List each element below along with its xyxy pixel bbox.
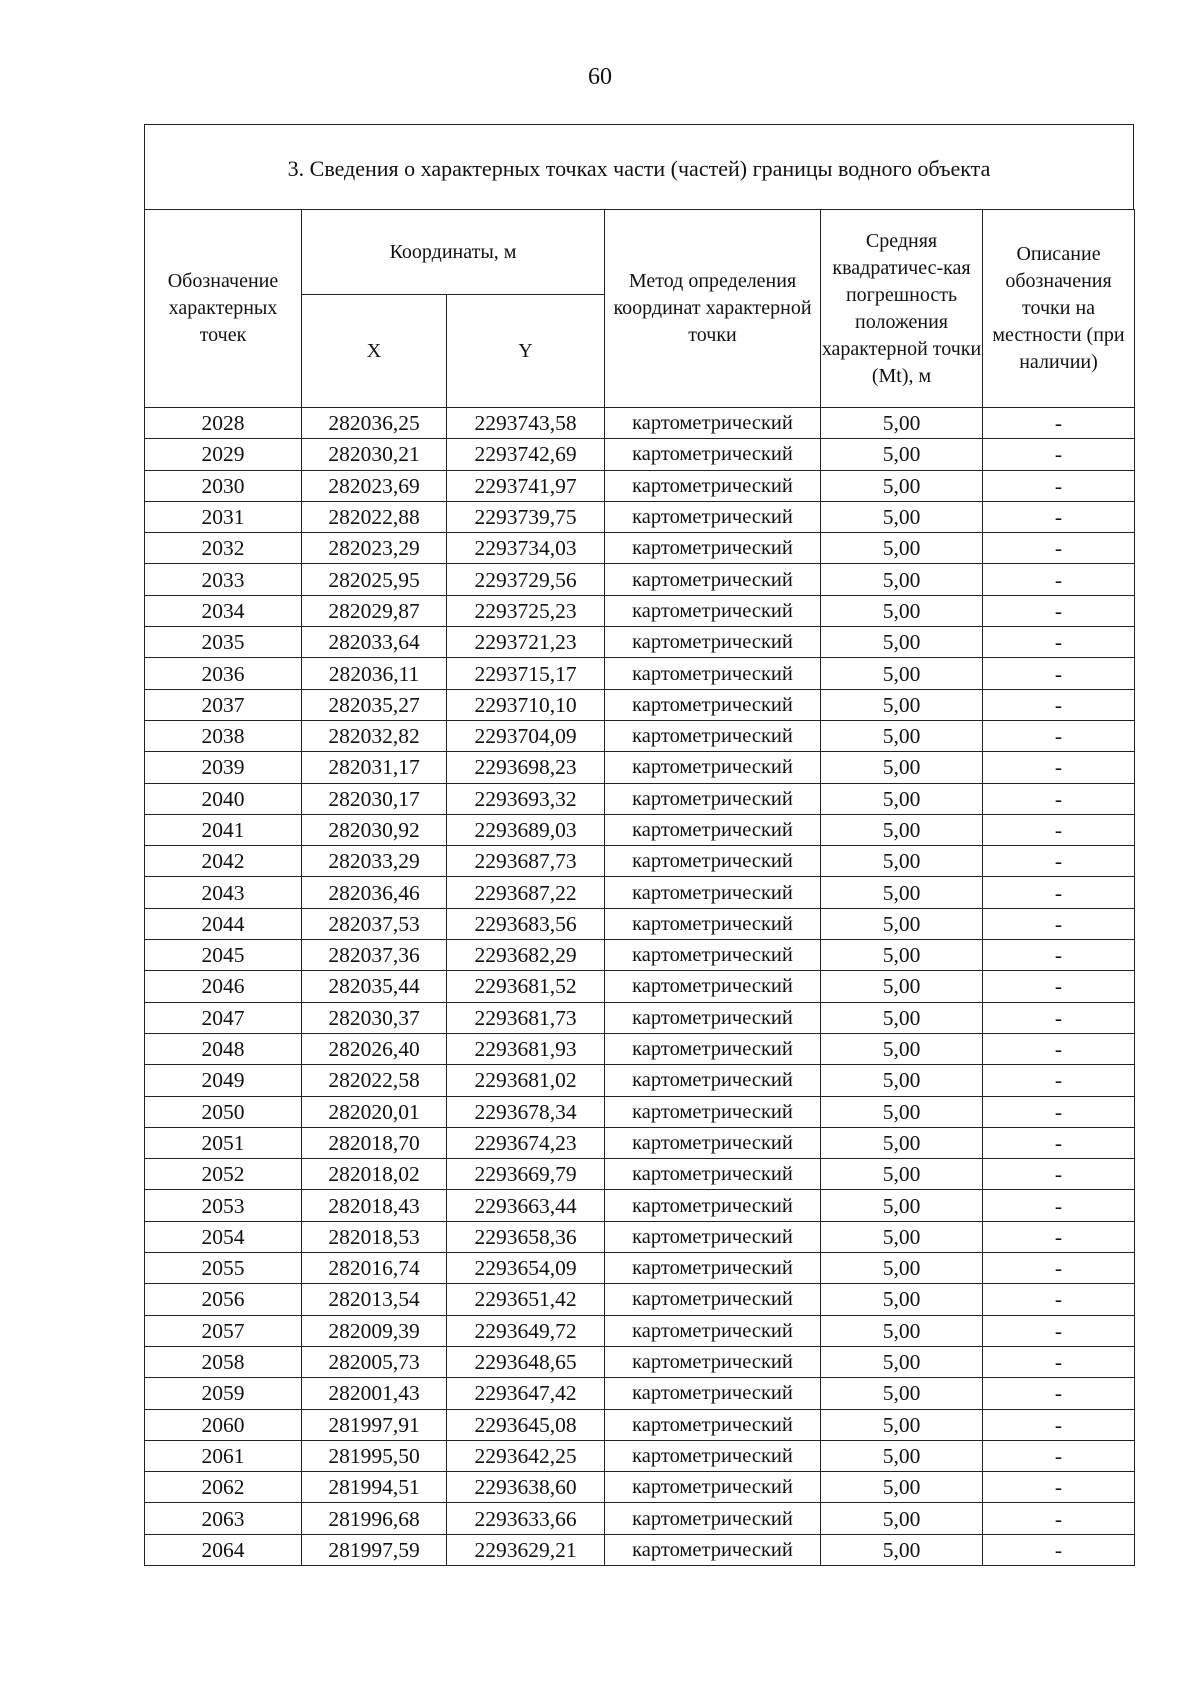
cell-y: 2293669,79 xyxy=(447,1159,605,1190)
cell-point: 2051 xyxy=(145,1127,302,1158)
cell-error: 5,00 xyxy=(821,783,983,814)
cell-point: 2049 xyxy=(145,1065,302,1096)
cell-point: 2062 xyxy=(145,1472,302,1503)
cell-y: 2293689,03 xyxy=(447,814,605,845)
cell-description: - xyxy=(983,720,1135,751)
cell-description: - xyxy=(983,877,1135,908)
cell-y: 2293645,08 xyxy=(447,1409,605,1440)
cell-error: 5,00 xyxy=(821,1221,983,1252)
cell-error: 5,00 xyxy=(821,1315,983,1346)
cell-description: - xyxy=(983,971,1135,1002)
table-row xyxy=(145,470,1135,501)
cell-point: 2063 xyxy=(145,1503,302,1534)
cell-x: 282036,25 xyxy=(302,408,447,439)
cell-x: 281997,91 xyxy=(302,1409,447,1440)
cell-method: картометрический xyxy=(605,470,821,501)
cell-x: 282029,87 xyxy=(302,595,447,626)
table-row xyxy=(145,1096,1135,1127)
cell-y: 2293633,66 xyxy=(447,1503,605,1534)
cell-error: 5,00 xyxy=(821,627,983,658)
cell-error: 5,00 xyxy=(821,1409,983,1440)
cell-description: - xyxy=(983,814,1135,845)
table-row xyxy=(145,564,1135,595)
table-row xyxy=(145,1315,1135,1346)
cell-description: - xyxy=(983,1440,1135,1471)
cell-description: - xyxy=(983,1409,1135,1440)
cell-point: 2057 xyxy=(145,1315,302,1346)
cell-error: 5,00 xyxy=(821,814,983,845)
cell-error: 5,00 xyxy=(821,1065,983,1096)
cell-description: - xyxy=(983,1346,1135,1377)
cell-description: - xyxy=(983,1253,1135,1284)
cell-error: 5,00 xyxy=(821,470,983,501)
cell-y: 2293681,73 xyxy=(447,1002,605,1033)
cell-y: 2293743,58 xyxy=(447,408,605,439)
cell-error: 5,00 xyxy=(821,1346,983,1377)
cell-description: - xyxy=(983,1096,1135,1127)
table-row xyxy=(145,908,1135,939)
cell-description: - xyxy=(983,752,1135,783)
cell-y: 2293658,36 xyxy=(447,1221,605,1252)
cell-description: - xyxy=(983,1315,1135,1346)
table-row xyxy=(145,877,1135,908)
cell-method: картометрический xyxy=(605,1127,821,1158)
cell-method: картометрический xyxy=(605,658,821,689)
cell-point: 2032 xyxy=(145,533,302,564)
cell-error: 5,00 xyxy=(821,1096,983,1127)
cell-point: 2052 xyxy=(145,1159,302,1190)
cell-x: 282035,27 xyxy=(302,689,447,720)
cell-error: 5,00 xyxy=(821,564,983,595)
cell-method: картометрический xyxy=(605,1472,821,1503)
cell-y: 2293663,44 xyxy=(447,1190,605,1221)
cell-y: 2293698,23 xyxy=(447,752,605,783)
cell-description: - xyxy=(983,627,1135,658)
cell-method: картометрический xyxy=(605,971,821,1002)
cell-x: 282018,43 xyxy=(302,1190,447,1221)
header-description: Описание обозначения точки на местности (при наличии) xyxy=(983,210,1135,408)
cell-x: 282035,44 xyxy=(302,971,447,1002)
cell-method: картометрический xyxy=(605,814,821,845)
table-row xyxy=(145,940,1135,971)
cell-description: - xyxy=(983,439,1135,470)
cell-x: 282036,11 xyxy=(302,658,447,689)
cell-x: 282026,40 xyxy=(302,1033,447,1064)
table-row xyxy=(145,627,1135,658)
cell-point: 2038 xyxy=(145,720,302,751)
table-row xyxy=(145,1159,1135,1190)
table-row xyxy=(145,1346,1135,1377)
cell-error: 5,00 xyxy=(821,908,983,939)
cell-x: 281997,59 xyxy=(302,1534,447,1565)
cell-y: 2293729,56 xyxy=(447,564,605,595)
cell-description: - xyxy=(983,408,1135,439)
header-coords: Координаты, м xyxy=(302,210,605,295)
cell-point: 2064 xyxy=(145,1534,302,1565)
cell-y: 2293681,02 xyxy=(447,1065,605,1096)
cell-method: картометрический xyxy=(605,1315,821,1346)
cell-error: 5,00 xyxy=(821,1127,983,1158)
cell-error: 5,00 xyxy=(821,1378,983,1409)
cell-error: 5,00 xyxy=(821,1253,983,1284)
cell-point: 2055 xyxy=(145,1253,302,1284)
cell-y: 2293725,23 xyxy=(447,595,605,626)
table-row xyxy=(145,595,1135,626)
cell-point: 2028 xyxy=(145,408,302,439)
cell-method: картометрический xyxy=(605,1190,821,1221)
cell-x: 282001,43 xyxy=(302,1378,447,1409)
cell-y: 2293739,75 xyxy=(447,501,605,532)
cell-error: 5,00 xyxy=(821,439,983,470)
cell-x: 282020,01 xyxy=(302,1096,447,1127)
table-row xyxy=(145,1440,1135,1471)
table-row xyxy=(145,1065,1135,1096)
header-point: Обозначение характерных точек xyxy=(145,210,302,408)
cell-method: картометрический xyxy=(605,1253,821,1284)
section-title: 3. Сведения о характерных точках части (частей) границы водного объекта xyxy=(144,124,1134,209)
table-row xyxy=(145,1221,1135,1252)
table-row xyxy=(145,1127,1135,1158)
cell-method: картометрический xyxy=(605,908,821,939)
cell-description: - xyxy=(983,533,1135,564)
cell-x: 282009,39 xyxy=(302,1315,447,1346)
cell-y: 2293693,32 xyxy=(447,783,605,814)
cell-y: 2293687,22 xyxy=(447,877,605,908)
cell-error: 5,00 xyxy=(821,720,983,751)
cell-method: картометрический xyxy=(605,408,821,439)
cell-y: 2293647,42 xyxy=(447,1378,605,1409)
cell-x: 282037,53 xyxy=(302,908,447,939)
cell-description: - xyxy=(983,689,1135,720)
cell-method: картометрический xyxy=(605,783,821,814)
header-method: Метод определения координат характерной точки xyxy=(605,210,821,408)
cell-x: 281995,50 xyxy=(302,1440,447,1471)
table-row xyxy=(145,1190,1135,1221)
cell-x: 282030,92 xyxy=(302,814,447,845)
table-row xyxy=(145,720,1135,751)
cell-method: картометрический xyxy=(605,501,821,532)
cell-method: картометрический xyxy=(605,1033,821,1064)
cell-x: 282033,29 xyxy=(302,846,447,877)
cell-method: картометрический xyxy=(605,1065,821,1096)
cell-y: 2293742,69 xyxy=(447,439,605,470)
cell-error: 5,00 xyxy=(821,1472,983,1503)
cell-point: 2054 xyxy=(145,1221,302,1252)
cell-x: 282016,74 xyxy=(302,1253,447,1284)
cell-description: - xyxy=(983,846,1135,877)
cell-point: 2043 xyxy=(145,877,302,908)
cell-method: картометрический xyxy=(605,1284,821,1315)
cell-y: 2293674,23 xyxy=(447,1127,605,1158)
header-x: X xyxy=(302,295,447,408)
table-row xyxy=(145,752,1135,783)
cell-y: 2293681,93 xyxy=(447,1033,605,1064)
cell-description: - xyxy=(983,1065,1135,1096)
table-row xyxy=(145,439,1135,470)
table-row xyxy=(145,1472,1135,1503)
table-row xyxy=(145,1503,1135,1534)
cell-method: картометрический xyxy=(605,595,821,626)
table-row xyxy=(145,1534,1135,1565)
cell-x: 282030,17 xyxy=(302,783,447,814)
cell-x: 282030,37 xyxy=(302,1002,447,1033)
table-row xyxy=(145,1409,1135,1440)
cell-point: 2039 xyxy=(145,752,302,783)
cell-point: 2036 xyxy=(145,658,302,689)
cell-point: 2050 xyxy=(145,1096,302,1127)
cell-description: - xyxy=(983,908,1135,939)
table-row xyxy=(145,814,1135,845)
cell-description: - xyxy=(983,1378,1135,1409)
table-row xyxy=(145,1253,1135,1284)
cell-y: 2293638,60 xyxy=(447,1472,605,1503)
cell-error: 5,00 xyxy=(821,940,983,971)
cell-method: картометрический xyxy=(605,940,821,971)
cell-x: 282025,95 xyxy=(302,564,447,595)
cell-y: 2293704,09 xyxy=(447,720,605,751)
cell-method: картометрический xyxy=(605,1440,821,1471)
cell-point: 2041 xyxy=(145,814,302,845)
cell-error: 5,00 xyxy=(821,1159,983,1190)
cell-point: 2037 xyxy=(145,689,302,720)
cell-error: 5,00 xyxy=(821,408,983,439)
cell-error: 5,00 xyxy=(821,1284,983,1315)
cell-y: 2293648,65 xyxy=(447,1346,605,1377)
cell-x: 282036,46 xyxy=(302,877,447,908)
cell-point: 2035 xyxy=(145,627,302,658)
cell-point: 2033 xyxy=(145,564,302,595)
cell-y: 2293687,73 xyxy=(447,846,605,877)
cell-method: картометрический xyxy=(605,1409,821,1440)
table-row xyxy=(145,846,1135,877)
cell-x: 282005,73 xyxy=(302,1346,447,1377)
table-row xyxy=(145,1002,1135,1033)
cell-method: картометрический xyxy=(605,439,821,470)
cell-error: 5,00 xyxy=(821,595,983,626)
cell-y: 2293678,34 xyxy=(447,1096,605,1127)
cell-error: 5,00 xyxy=(821,658,983,689)
cell-point: 2048 xyxy=(145,1033,302,1064)
boundary-points-table xyxy=(144,209,1135,1566)
cell-method: картометрический xyxy=(605,1378,821,1409)
cell-y: 2293651,42 xyxy=(447,1284,605,1315)
cell-method: картометрический xyxy=(605,533,821,564)
cell-method: картометрический xyxy=(605,564,821,595)
table-row xyxy=(145,689,1135,720)
cell-x: 282037,36 xyxy=(302,940,447,971)
cell-method: картометрический xyxy=(605,1159,821,1190)
cell-x: 281996,68 xyxy=(302,1503,447,1534)
cell-x: 282018,70 xyxy=(302,1127,447,1158)
table-row xyxy=(145,408,1135,439)
cell-point: 2030 xyxy=(145,470,302,501)
cell-point: 2061 xyxy=(145,1440,302,1471)
cell-error: 5,00 xyxy=(821,1190,983,1221)
cell-y: 2293734,03 xyxy=(447,533,605,564)
cell-description: - xyxy=(983,1472,1135,1503)
cell-method: картометрический xyxy=(605,1096,821,1127)
cell-point: 2034 xyxy=(145,595,302,626)
cell-x: 282022,58 xyxy=(302,1065,447,1096)
cell-point: 2031 xyxy=(145,501,302,532)
cell-description: - xyxy=(983,940,1135,971)
cell-error: 5,00 xyxy=(821,971,983,1002)
cell-description: - xyxy=(983,1002,1135,1033)
cell-y: 2293683,56 xyxy=(447,908,605,939)
cell-x: 282013,54 xyxy=(302,1284,447,1315)
table-body xyxy=(145,408,1135,1566)
cell-description: - xyxy=(983,1284,1135,1315)
cell-x: 282018,02 xyxy=(302,1159,447,1190)
cell-y: 2293715,17 xyxy=(447,658,605,689)
cell-method: картометрический xyxy=(605,752,821,783)
boundary-points-table-section xyxy=(144,124,1134,1566)
table-row xyxy=(145,501,1135,532)
cell-point: 2053 xyxy=(145,1190,302,1221)
cell-method: картометрический xyxy=(605,846,821,877)
cell-y: 2293721,23 xyxy=(447,627,605,658)
cell-point: 2059 xyxy=(145,1378,302,1409)
cell-description: - xyxy=(983,564,1135,595)
cell-description: - xyxy=(983,595,1135,626)
header-error: Средняя квадратичес-кая погрешность положения характерной точки (Mt), м xyxy=(821,210,983,408)
cell-method: картометрический xyxy=(605,877,821,908)
cell-point: 2029 xyxy=(145,439,302,470)
cell-error: 5,00 xyxy=(821,752,983,783)
cell-description: - xyxy=(983,1503,1135,1534)
cell-error: 5,00 xyxy=(821,877,983,908)
cell-point: 2046 xyxy=(145,971,302,1002)
cell-error: 5,00 xyxy=(821,1534,983,1565)
cell-method: картометрический xyxy=(605,1534,821,1565)
cell-error: 5,00 xyxy=(821,1503,983,1534)
cell-error: 5,00 xyxy=(821,1440,983,1471)
cell-x: 282030,21 xyxy=(302,439,447,470)
cell-description: - xyxy=(983,783,1135,814)
cell-method: картометрический xyxy=(605,627,821,658)
cell-x: 282033,64 xyxy=(302,627,447,658)
cell-description: - xyxy=(983,1127,1135,1158)
page-number: 60 xyxy=(588,64,612,90)
cell-point: 2056 xyxy=(145,1284,302,1315)
table-row xyxy=(145,658,1135,689)
cell-point: 2047 xyxy=(145,1002,302,1033)
cell-point: 2045 xyxy=(145,940,302,971)
cell-point: 2042 xyxy=(145,846,302,877)
cell-point: 2044 xyxy=(145,908,302,939)
cell-error: 5,00 xyxy=(821,689,983,720)
cell-y: 2293681,52 xyxy=(447,971,605,1002)
cell-y: 2293649,72 xyxy=(447,1315,605,1346)
cell-y: 2293642,25 xyxy=(447,1440,605,1471)
cell-method: картометрический xyxy=(605,689,821,720)
cell-method: картометрический xyxy=(605,1346,821,1377)
cell-error: 5,00 xyxy=(821,533,983,564)
cell-x: 281994,51 xyxy=(302,1472,447,1503)
table-row xyxy=(145,1033,1135,1064)
cell-x: 282023,29 xyxy=(302,533,447,564)
cell-method: картометрический xyxy=(605,1221,821,1252)
cell-x: 282031,17 xyxy=(302,752,447,783)
cell-point: 2040 xyxy=(145,783,302,814)
cell-y: 2293682,29 xyxy=(447,940,605,971)
cell-description: - xyxy=(983,501,1135,532)
cell-method: картометрический xyxy=(605,720,821,751)
cell-description: - xyxy=(983,658,1135,689)
table-row xyxy=(145,533,1135,564)
cell-x: 282032,82 xyxy=(302,720,447,751)
table-row xyxy=(145,971,1135,1002)
cell-method: картометрический xyxy=(605,1503,821,1534)
cell-description: - xyxy=(983,470,1135,501)
cell-x: 282022,88 xyxy=(302,501,447,532)
cell-description: - xyxy=(983,1159,1135,1190)
cell-error: 5,00 xyxy=(821,846,983,877)
cell-method: картометрический xyxy=(605,1002,821,1033)
cell-error: 5,00 xyxy=(821,1033,983,1064)
table-row xyxy=(145,1378,1135,1409)
header-y: Y xyxy=(447,295,605,408)
table-row xyxy=(145,1284,1135,1315)
cell-point: 2060 xyxy=(145,1409,302,1440)
cell-description: - xyxy=(983,1221,1135,1252)
cell-description: - xyxy=(983,1033,1135,1064)
cell-y: 2293741,97 xyxy=(447,470,605,501)
cell-y: 2293654,09 xyxy=(447,1253,605,1284)
cell-y: 2293629,21 xyxy=(447,1534,605,1565)
cell-error: 5,00 xyxy=(821,1002,983,1033)
cell-description: - xyxy=(983,1534,1135,1565)
cell-y: 2293710,10 xyxy=(447,689,605,720)
table-row xyxy=(145,783,1135,814)
cell-x: 282023,69 xyxy=(302,470,447,501)
cell-description: - xyxy=(983,1190,1135,1221)
cell-error: 5,00 xyxy=(821,501,983,532)
cell-x: 282018,53 xyxy=(302,1221,447,1252)
cell-point: 2058 xyxy=(145,1346,302,1377)
